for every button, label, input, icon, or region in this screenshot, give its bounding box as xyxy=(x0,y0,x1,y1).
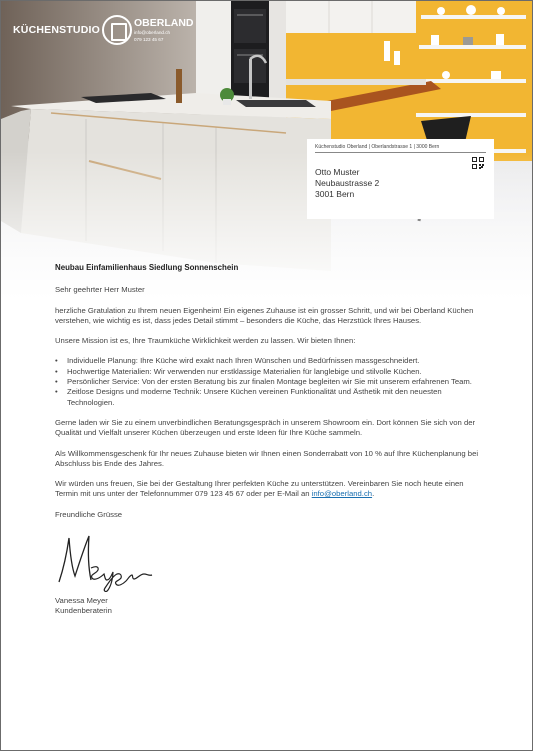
logo-phone: 079 123 45 67 xyxy=(134,37,164,42)
recipient-name: Otto Muster xyxy=(315,167,360,177)
paragraph-intro: herzliche Gratulation zu Ihrem neuen Eigenheim! Ein eigenes Zuhause ist ein grosser Schritt, und wir bei Oberland Küchen verstehen, wie wichtig es ist, dass jedes Detail stimmt – besonders die Küche, das Herzstück Ihres Hauses. xyxy=(55,305,474,325)
recipient-city: 3001 Bern xyxy=(315,189,355,199)
benefits-list xyxy=(55,356,487,407)
paragraph-invite: Gerne laden wir Sie zu einem unverbindlichen Beratungsgespräch in unserem Showroom ein. Dort können Sie sich von der Qualität und Vielfalt unserer Küchen überzeugen und erste Ideen für Ihre Küche sammeln. xyxy=(55,417,476,438)
paragraph-mission: Unsere Mission ist es, Ihre Traumküche Wirklichkeit werden zu lassen. Wir bieten Ihnen: xyxy=(55,336,356,346)
list-item: • Hochwertige Materialien: Wir verwenden nur erstklassige Materialien für langlebige und stilvolle Küchen. xyxy=(55,367,487,377)
recipient-address xyxy=(315,167,486,200)
salutation: Sehr geehrter Herr Muster xyxy=(55,285,145,295)
closing: Freundliche Grüsse xyxy=(55,509,123,519)
list-item: • Persönlicher Service: Von der ersten Beratung bis zur finalen Montage begleiten wir Sie mit unserem erfahrenen Team. xyxy=(55,377,487,387)
logo-text-left: KÜCHENSTUDIO xyxy=(13,24,100,36)
letter-body xyxy=(55,263,487,617)
logo-email: info@oberland.ch xyxy=(134,30,171,35)
contact-end: . xyxy=(372,489,375,499)
signer-name: Vanessa Meyer xyxy=(55,596,108,606)
recipient-street: Neubaustrasse 2 xyxy=(315,178,380,188)
sender-return-line: Küchenstudio Oberland | Oberlandstrasse 1 | 3000 Bern xyxy=(315,144,486,153)
signature-icon xyxy=(55,530,175,592)
handwritten-signature xyxy=(55,530,487,592)
paragraph-contact xyxy=(55,479,487,500)
paragraph-gift: Als Willkommensgeschenk für Ihr neues Zuhause bieten wir Ihnen einen Sonderrabatt von 10 % auf Ihre Küchenplanung bei Abschluss bis Ende des Jahres. xyxy=(55,448,479,468)
list-item: • Individuelle Planung: Ihre Küche wird exakt nach Ihren Wünschen und Bedürfnissen massgeschneidert. xyxy=(55,356,487,366)
qr-code-icon xyxy=(472,157,484,169)
logo-text-right: OBERLAND xyxy=(134,17,194,29)
letter-subject: Neubau Einfamilienhaus Siedlung Sonnenschein xyxy=(55,263,239,272)
email-link[interactable]: info@oberland.ch xyxy=(311,489,373,499)
address-window xyxy=(307,139,494,219)
company-logo xyxy=(13,15,194,45)
logo-mark-icon xyxy=(102,15,132,45)
contact-text: Wir würden uns freuen, Sie bei der Gestaltung Ihrer perfekten Küche zu unterstützen. Vereinbaren Sie noch heute einen Termin mit uns unter der Telefonnummer 079 123 45 67 oder per E-Mail an xyxy=(55,479,464,499)
signer-role: Kundenberaterin xyxy=(55,606,112,616)
list-item: • Zeitlose Designs und moderne Technik: Unsere Küchen vereinen Funktionalität und Ästhetik mit den neuesten Technologien. xyxy=(55,387,487,408)
